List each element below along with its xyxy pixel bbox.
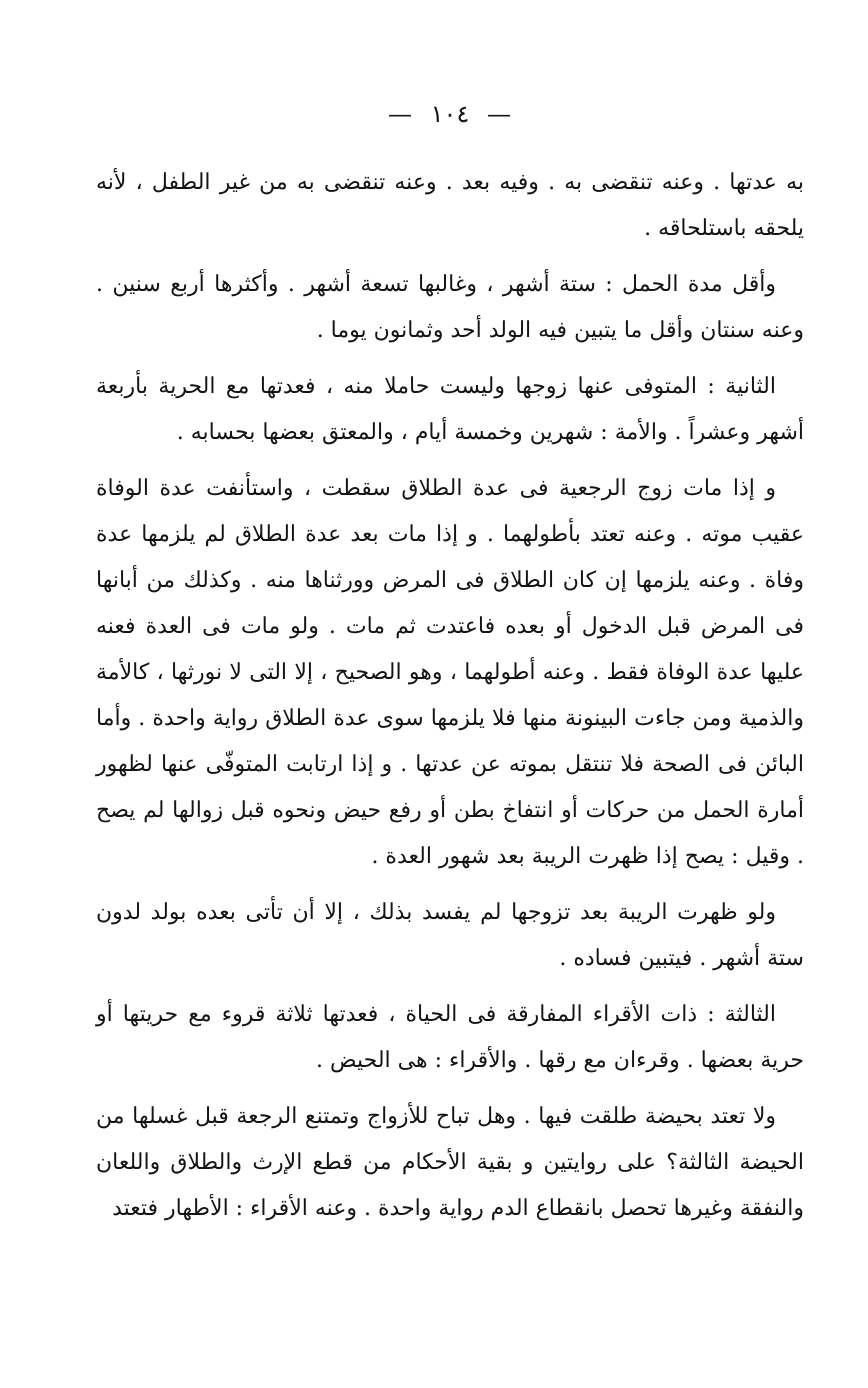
- page-number-dash-right: —: [388, 100, 414, 128]
- paragraph: و إذا مات زوج الرجعية فى عدة الطلاق سقطت ، واستأنفت عدة الوفاة عقيب موته . وعنه تعتد بأطولهما . و إذا مات بعد عدة الطلاق لم يلزمها عدة وفاة . وعنه يلزمها إن كان الطلاق فى المرض وورثناها منه . وكذلك من أبانها فى المرض قبل الدخول أو بعده فاعتدت ثم مات . ولو مات فى العدة فعنه عليها عدة الوفاة فقط . وعنه أطولهما ، وهو الصحيح ، إلا التى لا نورثها ، كالأمة والذمية ومن جاءت البينونة منها فلا يلزمها سوى عدة الطلاق رواية واحدة . وأما البائن فى الصحة فلا تنتقل بموته عن عدتها . و إذا ارتابت المتوفّى عنها لظهور أمارة الحمل من حركات أو انتفاخ بطن أو رفع حيض ونحوه قبل زوالها لم يصح . وقيل : يصح إذا ظهرت الريبة بعد شهور العدة .: [96, 476, 804, 869]
- paragraph: ولا تعتد بحيضة طلقت فيها . وهل تباح للأزواج وتمتنع الرجعة قبل غسلها من الحيضة الثالثة؟ على روايتين و بقية الأحكام من قطع الإرث والطلاق واللعان والنفقة وغيرها تحصل بانقطاع الدم رواية واحدة . وعنه الأقراء : الأطهار فتعتد: [96, 1104, 804, 1221]
- body-text: [96, 160, 804, 1232]
- paragraph: ولو ظهرت الريبة بعد تزوجها لم يفسد بذلك ، إلا أن تأتى بعده بولد لدون ستة أشهر . فيتبين فساده .: [96, 900, 804, 971]
- paragraph: به عدتها . وعنه تنقضى به . وفيه بعد . وعنه تنقضى به من غير الطفل ، لأنه يلحقه باستلحاقه .: [96, 170, 804, 241]
- paragraph: وأقل مدة الحمل : ستة أشهر ، وغالبها تسعة أشهر . وأكثرها أربع سنين . وعنه سنتان وأقل ما يتبين فيه الولد أحد وثمانون يوما .: [96, 272, 804, 343]
- page-number-dash-left: —: [486, 100, 512, 128]
- paragraph: الثانية : المتوفى عنها زوجها وليست حاملا منه ، فعدتها مع الحرية بأربعة أشهر وعشراً . والأمة : شهرين وخمسة أيام ، والمعتق بعضها بحسابه .: [96, 374, 804, 445]
- page-number-value: ١٠٤: [430, 100, 470, 128]
- page-number: [96, 96, 804, 132]
- paragraph: الثالثة : ذات الأقراء المفارقة فى الحياة ، فعدتها ثلاثة قروء مع حريتها أو حرية بعضها . وقرءان مع رقها . والأقراء : هى الحيض .: [96, 1002, 804, 1073]
